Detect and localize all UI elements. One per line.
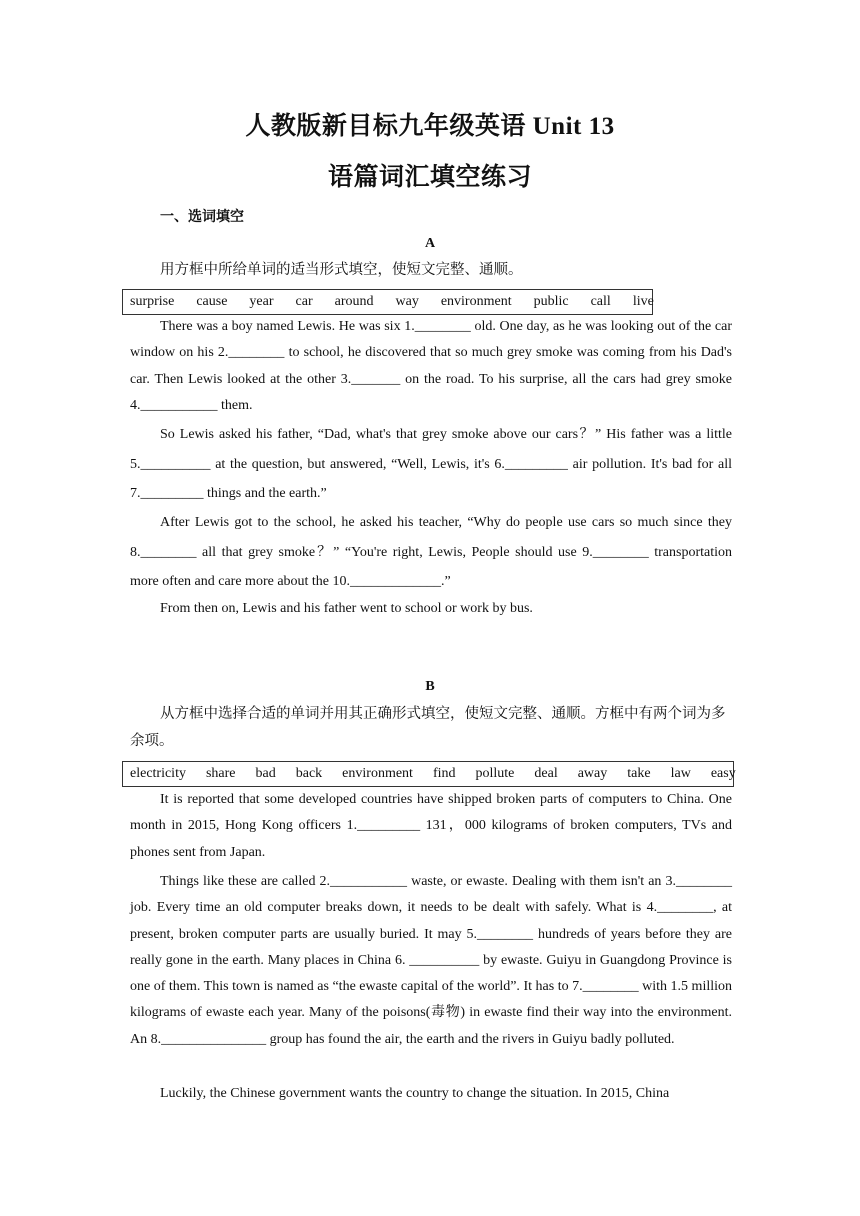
word-box-item: way (395, 294, 419, 309)
part-b-word-box (122, 761, 734, 787)
word-box-item: around (334, 294, 374, 309)
part-b-paragraph-2: Things like these are called 2.___________ waste, or ewaste. Dealing with them isn't an 3.________ job. Every time an old computer breaks down, it needs to be dealt with safely. What is 4.________, at present, broken computer parts are usually buried. It may 5.________ hundreds of years before they are really gone in the earth. Many places in China 6. __________ by ewaste. Guiyu in Guangdong Province is one of them. This town is named as “the ewaste capital of the world”. It has to 7.________ with 1.5 million kilograms of ewaste each year. Many of the poisons(毒物) in ewaste find their way into the environment. An 8._______________ group has found the air, the earth and the rivers in Guiyu badly polluted. (130, 874, 732, 1047)
word-box-item: away (577, 766, 608, 781)
part-a-paragraph-4: From then on, Lewis and his father went to school or work by bus. (160, 601, 533, 616)
word-box-item: bad (255, 766, 276, 781)
part-b-paragraph-1: It is reported that some developed countries have shipped broken parts of computers to China. One month in 2015, Hong Kong officers 1._________ 131，000 kilograms of broken computers, TVs and phones sent from Japan. (130, 792, 732, 860)
page-title: 人教版新目标九年级英语 Unit 13 (245, 113, 615, 140)
word-box-item: easy (710, 766, 736, 781)
word-box-item: law (670, 766, 691, 781)
section-heading: 一、选词填空 (160, 209, 244, 225)
page-subtitle: 语篇词汇填空练习 (327, 164, 532, 191)
word-box-item: share (205, 766, 236, 781)
part-a-paragraph-2: So Lewis asked his father, “Dad, what's that grey smoke above our cars？” His father was a little 5.__________ at the question, but answered, “Well, Lewis, it's 6._________ air pollution. It's bad for all 7._________ things and the earth.” (130, 427, 732, 501)
word-box-item: call (590, 294, 611, 309)
part-b-paragraph-3: Luckily, the Chinese government wants the country to change the situation. In 2015, China (160, 1086, 670, 1101)
part-a-paragraph-3: After Lewis got to the school, he asked his teacher, “Why do people use cars so much since they 8.________ all that grey smoke？” “You're right, Lewis, People should use 9.________ transportation more often and care more about the 10._____________.” (130, 515, 732, 589)
part-a-word-box (122, 289, 653, 315)
word-box-item: environment (342, 766, 413, 781)
word-box-item: surprise (130, 294, 175, 309)
part-a-paragraph-1: There was a boy named Lewis. He was six 1.________ old. One day, as he was looking out of the car window on his 2.________ to school, he discovered that so much grey smoke was coming from his Dad's car. Then Lewis looked at the other 3._______ on the road. To his surprise, all the cars had grey smoke 4.___________ them. (130, 319, 732, 413)
word-box-item: electricity (130, 766, 186, 781)
word-box-item: environment (440, 294, 512, 309)
word-box-item: cause (196, 294, 228, 309)
word-box-item: take (627, 766, 651, 781)
word-box-item: year (249, 294, 274, 309)
part-a-label: A (424, 236, 436, 251)
word-box-item: find (432, 766, 456, 781)
word-box-item: pollute (475, 766, 515, 781)
word-box-item: back (295, 766, 323, 781)
part-a-instruction: 用方框中所给单词的适当形式填空，使短文完整、通顺。 (160, 262, 523, 278)
word-box-item: car (295, 294, 313, 309)
word-box-item: deal (534, 766, 558, 781)
part-b-instruction: 从方框中选择合适的单词并用其正确形式填空，使短文完整、通顺。方框中有两个词为多余项。 (130, 706, 726, 749)
word-box-item: live (632, 294, 654, 309)
word-box-item: public (533, 294, 569, 309)
part-b-label: B (425, 679, 435, 694)
